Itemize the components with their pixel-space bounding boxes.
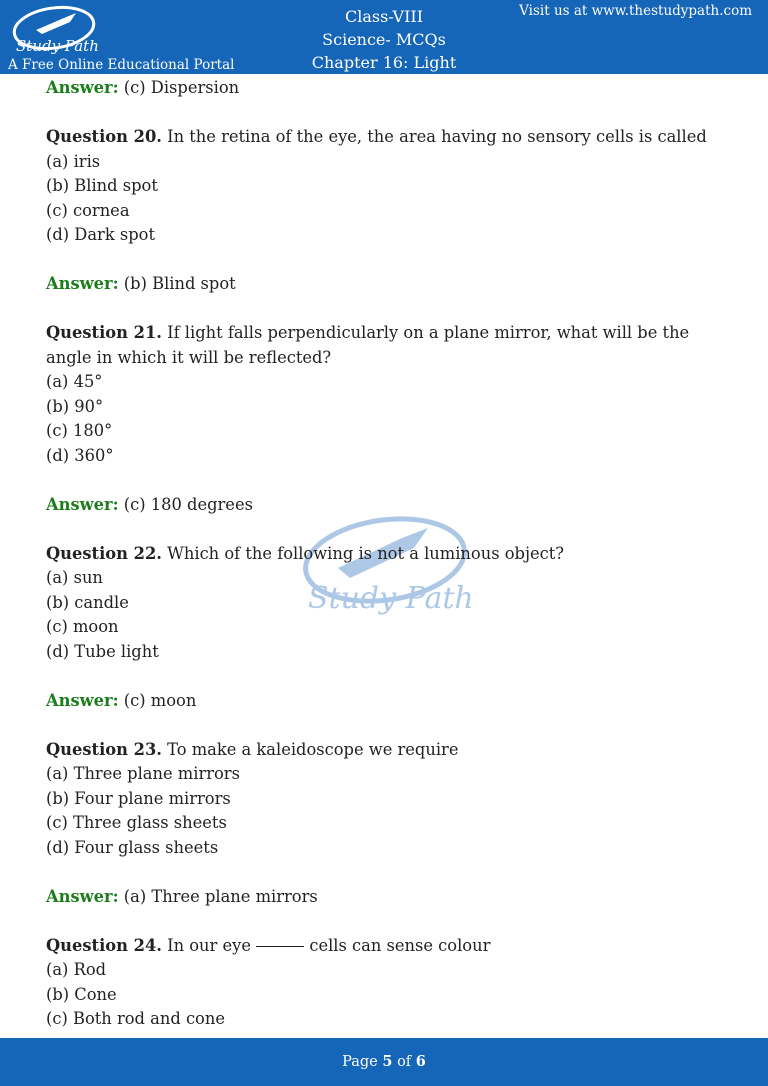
answer-line (46, 493, 726, 518)
answer-line (46, 885, 726, 910)
question-text: Question 23. To make a kaleidoscope we require (46, 739, 459, 759)
option-item: (b) Blind spot (46, 176, 158, 195)
option-item: (a) Rod (46, 960, 107, 979)
answer-line (46, 689, 726, 714)
total-pages-number: 6 (415, 1053, 426, 1070)
option-item: (b) 90° (46, 396, 104, 416)
question-text: Question 22. Which of the following is not a luminous object? (46, 543, 565, 563)
option-item: (b) Four plane mirrors (46, 788, 231, 808)
question-text: Question 24. In our eye cells can sense colour (46, 935, 491, 955)
answer-label: Answer: (46, 886, 119, 906)
option-item: (a) 45° (46, 372, 103, 391)
question-content (46, 76, 726, 1032)
study-path-logo (6, 4, 106, 60)
answer-text: (a) Three plane mirrors (123, 886, 318, 906)
question-label: Question 23. (46, 739, 162, 759)
of-word: of (397, 1054, 412, 1070)
fill-in-blank (256, 946, 304, 947)
page-header (0, 0, 768, 74)
option-item: (c) Both rod and cone (46, 1009, 225, 1028)
page-footer (0, 1038, 768, 1086)
option-item: (d) Dark spot (46, 225, 156, 244)
page-word: Page (342, 1054, 378, 1070)
chapter-line: Chapter 16: Light (311, 53, 457, 72)
svg-text:Study Path: Study Path (308, 581, 474, 616)
question-label: Question 21. (46, 323, 162, 342)
answer-label: Answer: (46, 690, 119, 710)
svg-text:Study Path: Study Path (16, 37, 99, 55)
question-text: Question 21. If light falls perpendicularly on a plane mirror, what will be the angle in which it will be reflected? (46, 323, 690, 367)
answer-text: (c) 180 degrees (123, 494, 253, 514)
option-item: (b) candle (46, 592, 129, 612)
answer-text: (c) moon (123, 690, 197, 710)
study-path-logo-icon (6, 4, 106, 60)
question-label: Question 24. (46, 935, 162, 955)
answer-label: Answer: (46, 274, 119, 293)
question-text: Question 20. In the retina of the eye, the area having no sensory cells is called (46, 127, 707, 146)
answer-label: Answer: (46, 78, 119, 97)
option-item: (d) 360° (46, 445, 114, 465)
answer-label: Answer: (46, 494, 119, 514)
option-item: (c) cornea (46, 200, 130, 220)
option-item: (d) Tube light (46, 641, 159, 661)
subject-line: Science- MCQs (322, 30, 446, 49)
current-page-number: 5 (382, 1053, 393, 1070)
option-item: (a) sun (46, 568, 103, 587)
option-item: (d) Four glass sheets (46, 837, 219, 857)
answer-text: (b) Blind spot (123, 274, 236, 293)
question-label: Question 20. (46, 127, 162, 146)
option-item: (c) Three glass sheets (46, 813, 227, 832)
option-item: (c) moon (46, 617, 119, 636)
option-item: (a) iris (46, 151, 101, 171)
portal-tagline: A Free Online Educational Portal (8, 57, 235, 73)
option-item: (b) Cone (46, 984, 117, 1004)
option-item: (c) 180° (46, 421, 113, 440)
option-item: (a) Three plane mirrors (46, 764, 240, 783)
website-link[interactable]: Visit us at www.thestudypath.com (519, 3, 752, 19)
answer-text: (c) Dispersion (123, 78, 240, 97)
class-line: Class-VIII (344, 7, 424, 26)
document-title (250, 5, 518, 74)
answer-line (46, 76, 726, 101)
answer-line (46, 272, 726, 297)
question-label: Question 22. (46, 543, 162, 563)
